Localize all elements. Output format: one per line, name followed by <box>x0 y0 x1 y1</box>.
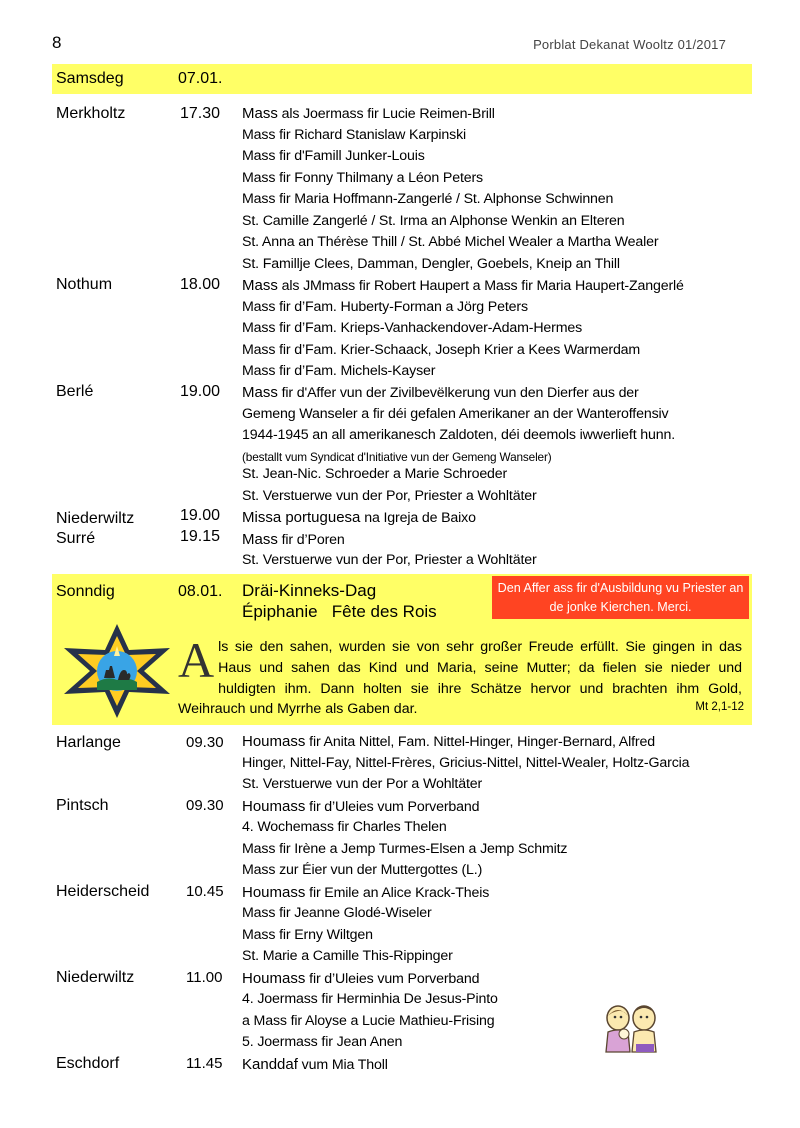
mass-line: Mass als Joermass fir Lucie Reimen-Brill <box>242 105 495 122</box>
sunday-date: 08.01. <box>178 583 223 600</box>
mass-line: Mass fir d’Fam. Krieps-Vanhackendover-Adam-Hermes <box>242 320 583 336</box>
mass-line: St. Anna an Thérèse Thill / St. Abbé Michel Wealer a Martha Wealer <box>242 234 659 250</box>
mass-line: Hinger, Nittel-Fay, Nittel-Frères, Gricius-Nittel, Nittel-Wealer, Holtz-Garcia <box>242 754 690 771</box>
mass-time: 17.30 <box>180 105 221 122</box>
mass-line: St. Camille Zangerlé / St. Irma an Alphonse Wenkin an Elteren <box>242 212 625 229</box>
place-label: Eschdorf <box>56 1055 120 1072</box>
mass-line: Missa portuguesa na Igreja de Baixo <box>242 509 476 526</box>
mass-line: St. Verstuerwe vun der Por, Priester a Wohltäter <box>242 487 537 504</box>
place-label: Niederwiltz <box>56 969 135 986</box>
baptism-cartoon-icon <box>600 1002 664 1056</box>
mass-line: 5. Joermass fir Jean Anen <box>242 1034 403 1050</box>
mass-time: 18.00 <box>180 276 221 293</box>
mass-line: Houmass fir d’Uleies vum Porverband <box>242 969 480 987</box>
mass-line: Mass fir Jeanne Glodé-Wiseler <box>242 905 432 921</box>
mass-time: 11.00 <box>186 969 223 986</box>
quote-drop-cap: A <box>178 632 215 688</box>
saturday-header <box>52 64 752 94</box>
mass-time: 10.45 <box>186 883 224 900</box>
saturday-date: 07.01. <box>178 70 223 87</box>
mass-line: St. Verstuerwe vun der Por, Priester a Wohltäter <box>242 552 537 568</box>
feast-title: Dräi-Kinneks-Dag <box>242 581 377 600</box>
place-label: Niederwiltz <box>56 510 135 527</box>
mass-line: Mass fir d'Famill Junker-Louis <box>242 148 425 164</box>
mass-line: 4. Joermass fir Herminhia De Jesus-Pinto <box>242 991 498 1007</box>
mass-line: St. Verstuerwe vun der Por a Wohltäter <box>242 776 483 792</box>
mass-line: Houmass fir d’Uleies vum Porverband <box>242 797 480 815</box>
publication-title: Porblat Dekanat Wooltz 01/2017 <box>533 37 726 52</box>
bible-quote: Als sie den sahen, wurden sie von sehr großer Freude erfüllt. Sie gingen in das Haus und sahen das Kind und Maria, seine Mutter; da fielen sie nieder und huldigten ihm. Dann holten sie ihre Schätze hervor und brachten ihm Gold, Weihrauch und Myrrhe als Gaben dar. <box>178 632 742 718</box>
mass-time: 11.45 <box>186 1055 223 1072</box>
mass-time: 09.30 <box>186 734 224 751</box>
offering-notice: Den Affer ass fir d'Ausbildung vu Priester an de jonke Kierchen. Merci. <box>492 576 749 619</box>
place-label: Heiderscheid <box>56 883 150 900</box>
mass-line: 1944-1945 an all amerikanesch Zaldoten, déi deemols iwwerlieft hunn. <box>242 427 676 443</box>
mass-time: 19.15 <box>180 528 221 545</box>
mass-time: 09.30 <box>186 797 224 814</box>
mass-line: Mass fir d’Poren <box>242 530 345 548</box>
mass-line: a Mass fir Aloyse a Lucie Mathieu-Frising <box>242 1012 495 1029</box>
place-label: Surré <box>56 530 96 547</box>
mass-line: Mass fir Erny Wiltgen <box>242 926 373 943</box>
mass-line: Mass fir d’Fam. Krier-Schaack, Joseph Krier a Kees Warmerdam <box>242 341 641 358</box>
mass-line: Houmass fir Anita Nittel, Fam. Nittel-Hinger, Hinger-Bernard, Alfred <box>242 733 655 750</box>
mass-line: St. Marie a Camille This-Rippinger <box>242 948 453 964</box>
mass-line: Mass fir Irène a Jemp Turmes-Elsen a Jemp Schmitz <box>242 840 568 857</box>
mass-line: 4. Wochemass fir Charles Thelen <box>242 819 447 835</box>
mass-line: Mass fir Fonny Thilmany a Léon Peters <box>242 169 483 186</box>
mass-line: Kanddaf vum Mia Tholl <box>242 1055 388 1073</box>
mass-line: Mass fir d'Affer vun der Zivilbevëlkerung vun den Dierfer aus der <box>242 384 639 401</box>
place-label: Nothum <box>56 276 113 293</box>
sunday-day-label: Sonndig <box>56 583 115 600</box>
mass-line: Mass zur Éier vun der Muttergottes (L.) <box>242 862 483 878</box>
mass-line: St. Famillje Clees, Damman, Dengler, Goebels, Kneip an Thill <box>242 255 620 272</box>
mass-line: St. Jean-Nic. Schroeder a Marie Schroeder <box>242 466 508 482</box>
place-label: Merkholtz <box>56 105 126 122</box>
page-number: 8 <box>52 33 62 52</box>
mass-line: Mass fir Richard Stanislaw Karpinski <box>242 126 467 143</box>
mass-line: Mass als JMmass fir Robert Haupert a Mass fir Maria Haupert-Zangerlé <box>242 277 684 294</box>
place-label: Berlé <box>56 383 94 400</box>
mass-time: 19.00 <box>180 383 221 400</box>
mass-line: Gemeng Wanseler a fir déi gefalen Amerikaner an der Wanteroffensiv <box>242 405 669 422</box>
mass-note: (bestallt vum Syndicat d'Initiative vun der Gemeng Wanseler) <box>242 449 552 464</box>
mass-line: Mass fir d’Fam. Michels-Kayser <box>242 363 436 379</box>
place-label: Harlange <box>56 734 121 751</box>
mass-line: Mass fir d’Fam. Huberty-Forman a Jörg Peters <box>242 298 528 315</box>
mass-line: Mass fir Maria Hoffmann-Zangerlé / St. Alphonse Schwinnen <box>242 191 614 207</box>
mass-time: 19.00 <box>180 507 221 524</box>
feast-subtitle: Épiphanie Fête des Rois <box>242 602 437 621</box>
mass-line: Houmass fir Emile an Alice Krack-Theis <box>242 883 490 901</box>
bible-reference: Mt 2,1-12 <box>695 701 744 713</box>
star-of-bethlehem-icon <box>58 624 176 718</box>
place-label: Pintsch <box>56 797 109 814</box>
saturday-day-label: Samsdeg <box>56 70 124 87</box>
